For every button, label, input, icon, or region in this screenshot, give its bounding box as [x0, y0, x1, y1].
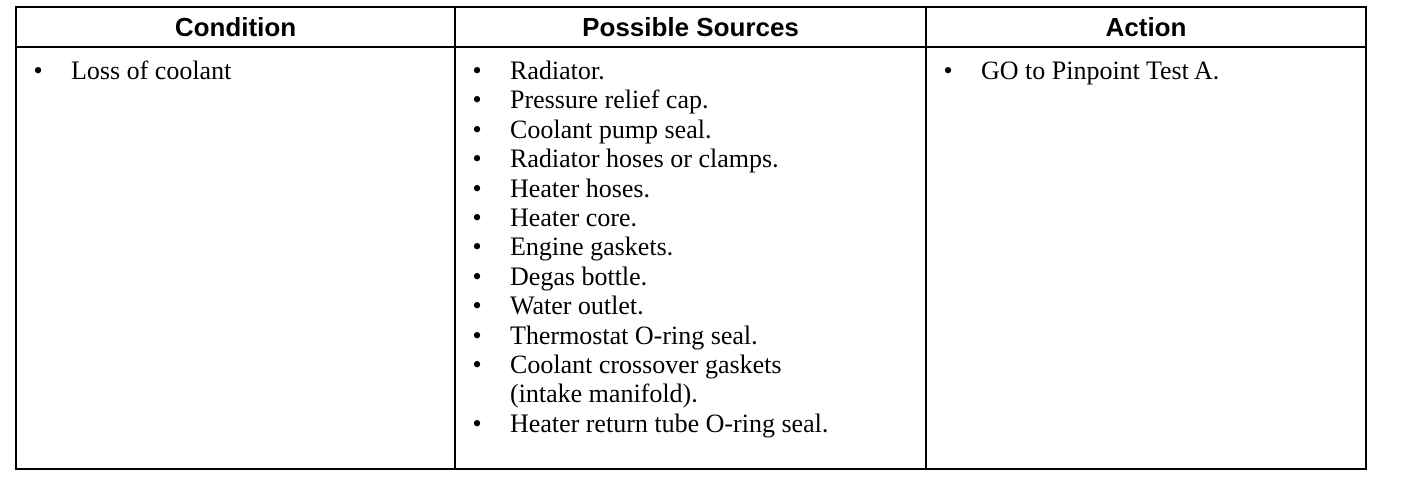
list-item-text: Heater hoses. — [510, 173, 651, 203]
action-cell — [941, 56, 1351, 85]
sources-list — [470, 56, 850, 438]
list-item-text: Radiator hoses or clamps. — [510, 144, 779, 174]
header-action: Action — [1105, 11, 1187, 42]
list-item — [470, 262, 850, 291]
column-divider — [925, 8, 927, 468]
condition-list — [31, 56, 441, 85]
list-item — [470, 115, 850, 144]
bullet-icon: • — [943, 56, 953, 85]
list-item-text: Thermostat O-ring seal. — [510, 320, 758, 350]
bullet-icon: • — [472, 114, 482, 144]
list-item-text: Coolant pump seal. — [510, 114, 712, 144]
bullet-icon: • — [472, 261, 482, 291]
list-item-text: Water outlet. — [510, 291, 644, 321]
diagnosis-table — [15, 6, 1367, 470]
sources-cell — [470, 56, 850, 438]
list-item-text: Degas bottle. — [510, 261, 648, 291]
bullet-icon: • — [472, 408, 482, 438]
bullet-icon: • — [472, 350, 482, 380]
list-item-text: Heater return tube O-ring seal. — [510, 408, 829, 438]
list-item-text: Loss of coolant — [71, 56, 232, 85]
list-item-text: Engine gaskets. — [510, 232, 674, 262]
list-item-text: Radiator. — [510, 56, 605, 85]
list-item — [941, 56, 1351, 85]
list-item — [470, 144, 850, 173]
list-item — [470, 409, 850, 438]
column-divider — [454, 8, 456, 468]
list-item — [470, 321, 850, 350]
list-item — [470, 291, 850, 320]
list-item — [470, 56, 850, 85]
header-condition: Condition — [174, 11, 297, 42]
list-item-text: GO to Pinpoint Test A. — [981, 56, 1220, 85]
list-item — [470, 85, 850, 114]
list-item — [470, 174, 850, 203]
list-item-text: Coolant crossover gaskets (intake manifold). — [510, 350, 782, 409]
bullet-icon: • — [472, 232, 482, 262]
list-item-text: Pressure relief cap. — [510, 85, 709, 115]
list-item — [470, 203, 850, 232]
bullet-icon: • — [472, 203, 482, 233]
bullet-icon: • — [472, 173, 482, 203]
action-list — [941, 56, 1351, 85]
bullet-icon: • — [33, 56, 43, 85]
bullet-icon: • — [472, 320, 482, 350]
list-item-text: Heater core. — [510, 203, 638, 233]
list-item — [470, 232, 850, 261]
list-item — [470, 350, 850, 409]
bullet-icon: • — [472, 144, 482, 174]
header-possible-sources: Possible Sources — [582, 11, 799, 42]
header-divider — [17, 46, 1365, 48]
list-item — [31, 56, 441, 85]
bullet-icon: • — [472, 56, 482, 85]
bullet-icon: • — [472, 85, 482, 115]
bullet-icon: • — [472, 291, 482, 321]
condition-cell — [31, 56, 441, 85]
